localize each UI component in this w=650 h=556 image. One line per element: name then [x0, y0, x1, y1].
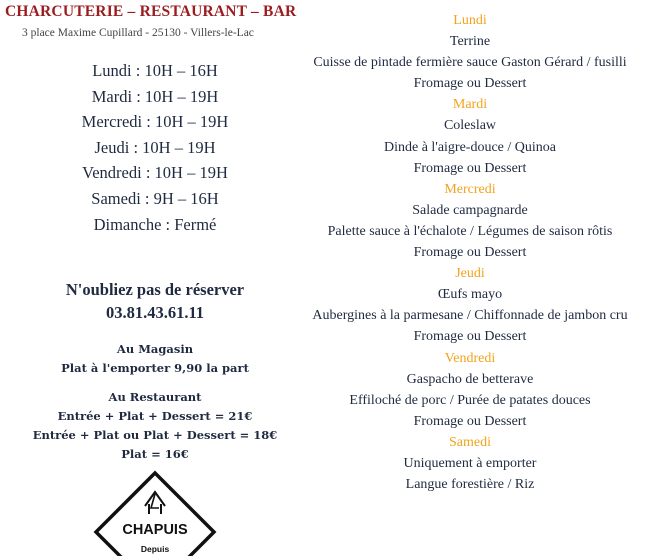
magasin-price: Plat à l'emporter 9,90 la part — [61, 361, 249, 375]
menu-item: Fromage ou Dessert — [413, 76, 527, 92]
menu-item: Uniquement à emporter — [403, 455, 537, 471]
menu-item: Fromage ou Dessert — [413, 413, 527, 429]
hours-sunday: Dimanche : Fermé — [93, 214, 217, 234]
reservation-block — [0, 278, 310, 324]
hours-tuesday: Mardi : 10H – 19H — [91, 86, 219, 106]
menu-day-saturday: Samedi — [449, 434, 491, 450]
menu-day-monday: Lundi — [453, 13, 487, 28]
weekly-menu — [305, 10, 635, 495]
hours-monday: Lundi : 10H – 16H — [92, 61, 218, 80]
hours-friday: Vendredi : 10H – 19H — [82, 163, 228, 183]
hours-thursday: Jeudi : 10H – 19H — [94, 137, 216, 157]
menu-item: Œufs mayo — [437, 287, 503, 303]
hours-saturday: Samedi : 9H – 16H — [91, 188, 219, 208]
reservation-text: N'oubliez pas de réserver — [65, 280, 245, 299]
hours-wednesday: Mercredi : 10H – 19H — [81, 112, 229, 132]
logo-text: CHAPUIS — [122, 522, 188, 538]
menu-item: Aubergines à la parmesane / Chiffonnade de jambon cru — [312, 308, 628, 324]
business-title: CHARCUTERIE – RESTAURANT – BAR — [5, 3, 297, 20]
magasin-title: Au Magasin — [116, 342, 194, 356]
menu-day-thursday: Jeudi — [455, 266, 485, 282]
menu-day-tuesday: Mardi — [452, 97, 488, 113]
menu-item: Cuisse de pintade fermière sauce Gaston Gérard / fusilli — [313, 55, 627, 71]
menu-item: Fromage ou Dessert — [413, 329, 527, 345]
menu-day-friday: Vendredi — [444, 350, 496, 366]
menu-item: Palette sauce à l'échalote / Légumes de saison rôtis — [327, 223, 613, 239]
menu-item: Effiloché de porc / Purée de patates douces — [349, 392, 591, 408]
chapuis-logo — [93, 470, 217, 556]
menu-item: Salade campagnarde — [412, 202, 528, 218]
restaurant-formula: Plat = 16€ — [121, 447, 189, 461]
menu-item: Langue forestière / Riz — [405, 477, 535, 493]
phone-number[interactable]: 03.81.43.61.11 — [105, 303, 205, 322]
logo-subtext: Depuis — [140, 544, 170, 554]
restaurant-block — [0, 388, 310, 464]
menu-item: Coleslaw — [443, 118, 497, 134]
restaurant-formula: Entrée + Plat + Dessert = 21€ — [57, 409, 253, 423]
menu-column — [305, 0, 635, 550]
magasin-block — [0, 340, 310, 378]
opening-hours — [0, 58, 310, 237]
menu-item: Dinde à l'aigre-douce / Quinoa — [383, 139, 556, 155]
menu-item: Fromage ou Dessert — [413, 160, 527, 176]
menu-item: Terrine — [449, 34, 491, 50]
address: 3 place Maxime Cupillard - 25130 - Villers-le-Lac — [22, 27, 254, 39]
menu-item: Fromage ou Dessert — [413, 245, 527, 261]
menu-day-wednesday: Mercredi — [444, 181, 496, 197]
restaurant-formula: Entrée + Plat ou Plat + Dessert = 18€ — [32, 428, 278, 442]
info-column — [0, 0, 310, 554]
menu-item: Gaspacho de betterave — [406, 371, 534, 387]
restaurant-title: Au Restaurant — [108, 390, 202, 404]
